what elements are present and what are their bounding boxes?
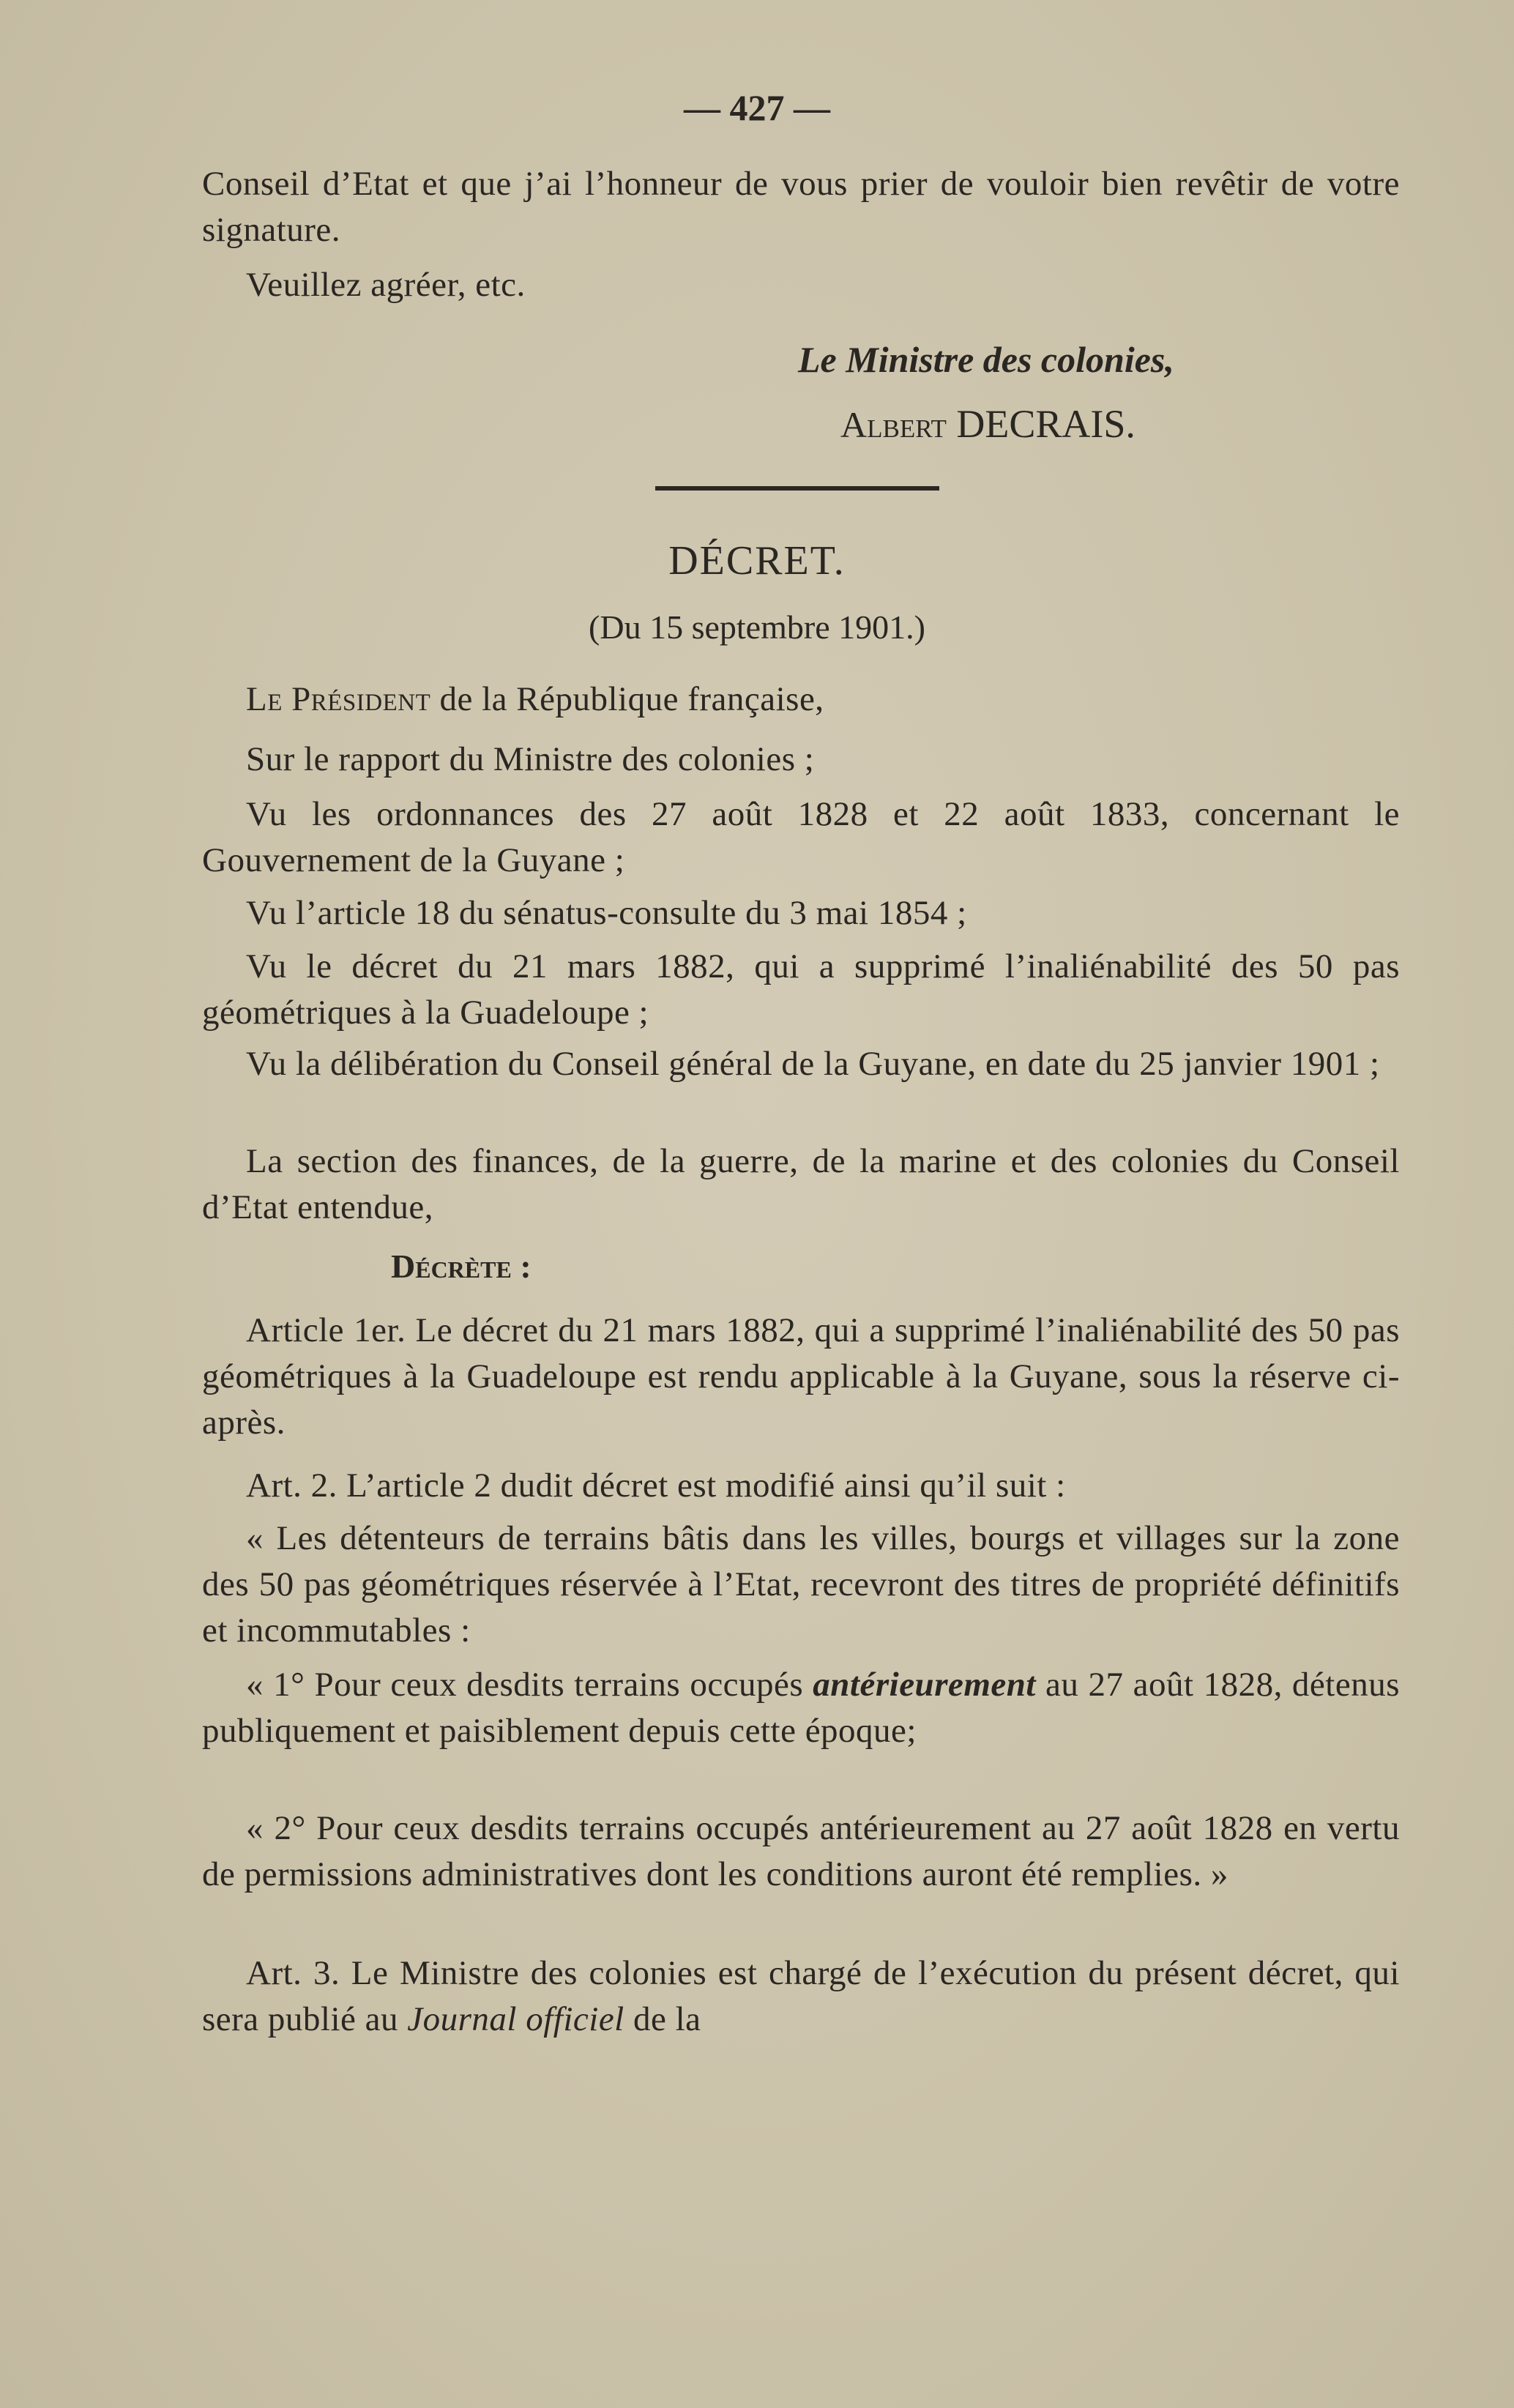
decree-date: (Du 15 septembre 1901.) — [589, 608, 925, 646]
signature-first-name: Albert — [840, 404, 947, 445]
page-number: — 427 — — [684, 87, 830, 128]
intro-paragraph: Conseil d’Etat et que j’ai l’honneur de vous prier de vouloir bien revêtir de votre signature. — [202, 165, 1400, 249]
journal-officiel: Journal officiel — [407, 2000, 624, 2038]
decree-title: DÉCRET. — [668, 538, 846, 584]
closing-line: Veuillez agréer, etc. — [246, 266, 526, 304]
section-entendue: La section des finances, de la guerre, de la marine et des colonies du Conseil d’Etat entendue, — [202, 1142, 1400, 1226]
article-1: Article 1er. Le décret du 21 mars 1882, qui a supprimé l’inaliénabilité des 50 pas géométriques à la Guadeloupe est rendu applicable à la Guyane, sous la réserve ci-après. — [202, 1311, 1400, 1442]
quote-point-1-pre: « 1° Pour ceux desdits terrains occupés — [246, 1666, 813, 1704]
section-divider — [655, 486, 939, 491]
signature-title: Le Ministre des colonies, — [798, 339, 1174, 380]
vu-ordonnances: Vu les ordonnances des 27 août 1828 et 22 août 1833, concernant le Gouvernement de la Guyane ; — [202, 795, 1400, 879]
article-3-post: de la — [624, 2000, 701, 2038]
president-line — [202, 676, 1400, 723]
president-rest: de la République française, — [430, 680, 824, 718]
vu-deliberation: Vu la délibération du Conseil général de la Guyane, en date du 25 janvier 1901 ; — [246, 1045, 1380, 1083]
quote-point-1-emphasis: antérieurement — [813, 1666, 1036, 1704]
vu-senatus-consulte: Vu l’article 18 du sénatus-consulte du 3 mai 1854 ; — [246, 894, 967, 932]
decrete-heading: Décrète : — [391, 1248, 532, 1285]
president-label: Le Président — [246, 680, 431, 718]
quote-point-1 — [202, 1662, 1400, 1754]
rapport-line: Sur le rapport du Ministre des colonies ; — [246, 740, 815, 778]
signature-name — [840, 401, 1136, 447]
article-3 — [202, 1950, 1400, 2043]
quote-point-1-post: au 27 août 1828, détenus publiquement et paisiblement depuis cette époque; — [202, 1666, 1400, 1750]
quote-point-2: « 2° Pour ceux desdits terrains occupés antérieurement au 27 août 1828 en vertu de permissions administratives dont les conditions auront été remplies. » — [202, 1809, 1400, 1893]
vu-decret: Vu le décret du 21 mars 1882, qui a supprimé l’inaliénabilité des 50 pas géométriques à la Guadeloupe ; — [202, 947, 1400, 1032]
signature-last-name: DECRAIS. — [956, 402, 1136, 446]
article-3-pre: Art. 3. Le Ministre des colonies est chargé de l’exécution du présent décret, qui sera publié au — [202, 1954, 1400, 2038]
quote-detenteurs: « Les détenteurs de terrains bâtis dans les villes, bourgs et villages sur la zone des 50 pas géométriques réservée à l’Etat, recevront des titres de propriété définitifs et incommutables : — [202, 1519, 1400, 1650]
article-2: Art. 2. L’article 2 dudit décret est modifié ainsi qu’il suit : — [246, 1466, 1066, 1505]
